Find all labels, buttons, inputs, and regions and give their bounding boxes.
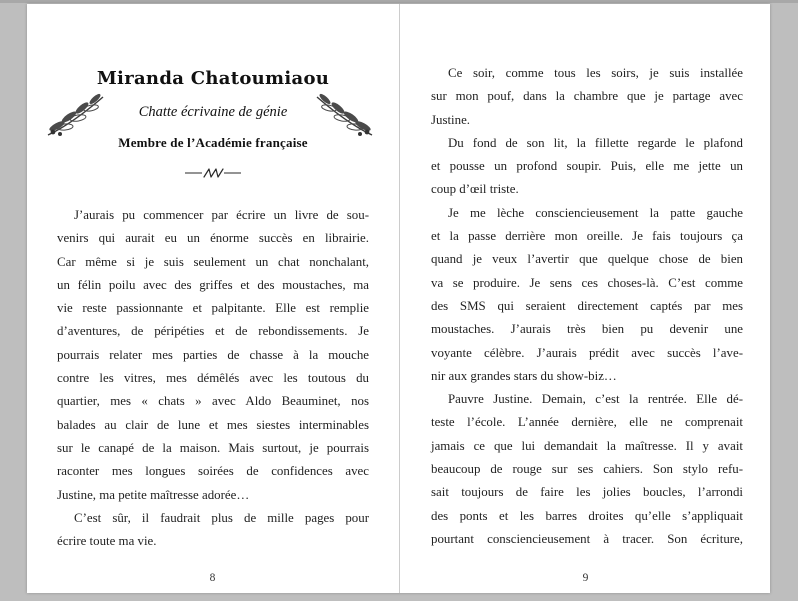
- text-line: C’est sûr, il faudrait plus de mille pages pour: [74, 510, 369, 525]
- text-line: coup d’œil triste.: [431, 182, 519, 197]
- text-line: Pauvre Justine. Demain, c’est la rentrée. Elle dé-: [448, 392, 743, 407]
- text-line: vie reste passionnante et palpitante. Elle est remplie: [57, 301, 369, 316]
- text-line: nir aux grandes stars du show-biz…: [431, 368, 617, 383]
- text-line: teste l’école. L’année dernière, elle ne comprenait: [431, 415, 743, 430]
- text-line: beaucoup de rouge sur ses cahiers. Son stylo refu-: [431, 462, 743, 477]
- paragraph: [431, 62, 743, 132]
- right-page-text: [431, 62, 743, 551]
- text-line: raconter mes longues soirées de confidences avec: [57, 464, 369, 479]
- text-line: pourrais relater mes parties de chasse à la mouche: [57, 347, 369, 362]
- paragraph: [431, 132, 743, 202]
- text-line: voyante célèbre. J’aurais prédit avec succès l’ave-: [431, 345, 743, 360]
- text-line: venirs qui aurait eu un énorme succès en librairie.: [57, 231, 369, 246]
- book-spread: [27, 4, 770, 593]
- text-line: J’aurais pu commencer par écrire un livre de sou-: [74, 208, 369, 222]
- paragraph: [57, 204, 369, 507]
- text-line: contre les vitres, mes démêlés avec les toutous du: [57, 371, 369, 386]
- paragraph: [431, 388, 743, 551]
- text-line: Car même si je suis seulement un chat nonchalant,: [57, 254, 369, 269]
- text-line: écrire toute ma vie.: [57, 534, 157, 549]
- text-line: sait toujours de faire les jolies boucles, l’arrondi: [431, 485, 743, 500]
- text-line: moustaches. J’aurais très bien pu devenir une: [431, 322, 743, 337]
- text-line: un félin poilu avec des griffes et des moustaches, ma: [57, 277, 369, 292]
- chapter-subtitle: Chatte écrivaine de génie: [138, 104, 288, 120]
- text-line: quartier, mes « chats » avec Aldo Beauminet, nos: [57, 394, 369, 409]
- chapter-membership: Membre de l’Académie française: [118, 135, 308, 150]
- page-number-right: 9: [582, 572, 589, 584]
- chapter-title: Miranda Chatoumiaou: [96, 68, 330, 89]
- text-line: et la passe derrière mon oreille. Je fais toujours ça: [431, 229, 743, 244]
- text-line: Justine.: [431, 112, 471, 127]
- paragraph: [431, 202, 743, 388]
- text-line: Du fond de son lit, la fillette regarde le plafond: [448, 135, 743, 150]
- olive-branch-left-icon: [45, 90, 109, 138]
- section-divider-ornament: [57, 166, 369, 182]
- scan-top-edge: [0, 0, 798, 3]
- text-line: pourtant consciencieusement à tracer. Son écriture,: [431, 531, 743, 546]
- page-number-left: 8: [209, 572, 216, 584]
- text-line: quand je veux l’avertir que quelque chose de bien: [431, 252, 743, 267]
- right-page: [400, 4, 771, 593]
- text-line: va se produire. Je sens ces choses-là. C’est comme: [431, 275, 743, 290]
- text-line: jamais ce que lui demandait la maîtresse. Il y avait: [431, 438, 743, 453]
- left-page: [27, 4, 398, 593]
- squiggle-divider-icon: [185, 166, 241, 180]
- left-page-text: [57, 204, 369, 553]
- text-line: sur le canapé de la maison. Mais surtout, je pourrais: [57, 440, 369, 455]
- text-line: et pousse un profond soupir. Puis, elle me jette un: [431, 159, 743, 174]
- paragraph: [57, 507, 369, 554]
- text-line: d’aventures, de péripéties et de rebondissements. Je: [57, 324, 369, 339]
- text-line: balades au clair de lune et mes siestes interminables: [57, 417, 369, 432]
- olive-branch-right-icon: [311, 90, 375, 138]
- text-line: Je me lèche consciencieusement la patte gauche: [448, 205, 743, 220]
- text-line: Ce soir, comme tous les soirs, je suis installée: [448, 66, 743, 80]
- text-line: des SMS qui seraient directement captés par mes: [431, 298, 743, 313]
- text-line: Justine, ma petite maîtresse adorée…: [57, 487, 250, 502]
- text-line: sur mon pouf, dans la chambre que je partage avec: [431, 89, 743, 104]
- text-line: des ponts et les barres droites qu’elle s’appliquait: [431, 508, 743, 523]
- chapter-header: [57, 4, 369, 182]
